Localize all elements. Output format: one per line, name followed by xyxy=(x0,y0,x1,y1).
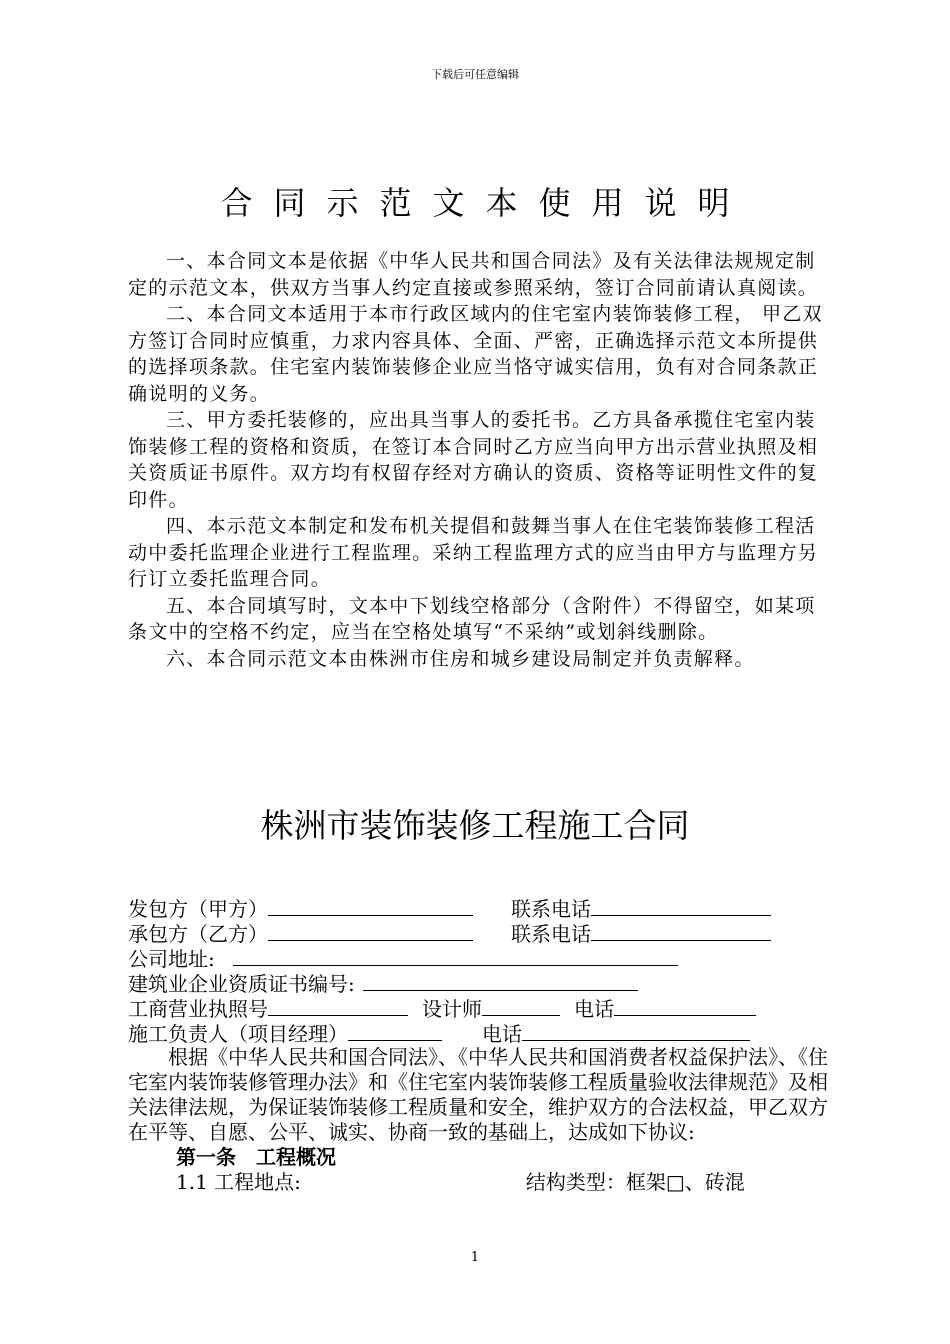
instruction-paragraph: 一、本合同文本是依据《中华人民共和国合同法》及有关法律法规规定制定的示范文本，供双方当事人约定直接或参照采纳，签订合同前请认真阅读。 xyxy=(128,250,819,299)
manager-field[interactable] xyxy=(348,1020,442,1041)
party-a-field[interactable] xyxy=(268,895,473,916)
structure-type-text: 结构类型：框架□、砖混 xyxy=(525,1170,745,1194)
license-row xyxy=(128,995,828,1020)
party-a-phone-field[interactable] xyxy=(591,895,771,916)
party-b-field[interactable] xyxy=(268,920,473,941)
instruction-paragraph: 二、本合同文本适用于本市行政区域内的住宅室内装饰装修工程， 甲乙双方签订合同时应慎重，力求内容具体、全面、严密，正确选择示范文本所提供的选择项条款。住宅室内装饰装修企业应当恪守诚实信用，负有对合同条款正确说明的义务。 xyxy=(128,303,823,405)
address-label: 公司地址: xyxy=(128,947,215,971)
address-row xyxy=(128,945,828,970)
manager-tel-field[interactable] xyxy=(522,1020,750,1041)
instruction-paragraph: 三、甲方委托装修的，应出具当事人的委托书。乙方具备承揽住宅室内装饰装修工程的资格和资质，在签订本合同时乙方应当向甲方出示营业执照及相关资质证书原件。双方均有权留存经对方确认的资质、资格等证明性文件的复印件。 xyxy=(128,409,819,511)
contract-form xyxy=(128,895,828,1195)
page-number: 1 xyxy=(470,1250,480,1265)
qualification-field[interactable] xyxy=(363,970,638,991)
preamble-paragraph: 根据《中华人民共和国合同法》、《中华人民共和国消费者权益保护法》、《住宅室内装饰装修管理办法》和《住宅室内装饰装修工程质量验收法律规范》及相关法律法规，为保证装饰装修工程质量和安全，维护双方的合法权益，甲乙双方在平等、自愿、公平、诚实、协商一致的基础上，达成如下协议: xyxy=(128,1045,828,1144)
license-field[interactable] xyxy=(268,995,408,1016)
designer-tel-field[interactable] xyxy=(614,995,756,1016)
manager-label: 施工负责人（项目经理） xyxy=(128,1022,348,1046)
manager-row xyxy=(128,1020,828,1045)
address-field[interactable] xyxy=(233,945,678,966)
license-label: 工商营业执照号 xyxy=(128,997,268,1021)
tel-label: 电话 xyxy=(482,1022,522,1046)
party-b-row xyxy=(128,920,828,945)
party-a-label: 发包方（甲方） xyxy=(128,897,268,921)
party-b-label: 承包方（乙方） xyxy=(128,922,268,946)
designer-field[interactable] xyxy=(482,995,560,1016)
instruction-paragraph: 四、本示范文本制定和发布机关提倡和鼓舞当事人在住宅装饰装修工程活动中委托监理企业进行工程监理。采纳工程监理方式的应当由甲方与监理方另行订立委托监理合同。 xyxy=(128,515,819,590)
header-note: 下载后可任意编辑 xyxy=(431,68,519,81)
instructions-body xyxy=(128,248,824,672)
item-1-1 xyxy=(128,1170,828,1195)
party-b-phone-field[interactable] xyxy=(591,920,771,941)
article-1-title: 第一条 工程概况 xyxy=(176,1145,336,1169)
contract-title: 株洲市装饰装修工程施工合同 xyxy=(260,806,690,845)
item-1-1-label: 1.1 工程地点: xyxy=(176,1170,301,1194)
qualification-label: 建筑业企业资质证书编号: xyxy=(128,972,355,996)
designer-label: 设计师 xyxy=(422,997,482,1021)
instruction-paragraph: 六、本合同示范文本由株洲市住房和城乡建设局制定并负责解释。 xyxy=(166,647,755,670)
tel-label: 电话 xyxy=(574,997,614,1021)
instruction-paragraph: 五、本合同填写时，文本中下划线空格部分（含附件）不得留空，如某项条文中的空格不约定，应当在空格处填写“不采纳”或划斜线删除。 xyxy=(128,594,816,643)
instructions-title: 合同示范文本使用说明 xyxy=(220,184,751,222)
phone-label: 联系电话 xyxy=(511,922,591,946)
qualification-row xyxy=(128,970,828,995)
party-a-row xyxy=(128,895,828,920)
phone-label: 联系电话 xyxy=(511,897,591,921)
